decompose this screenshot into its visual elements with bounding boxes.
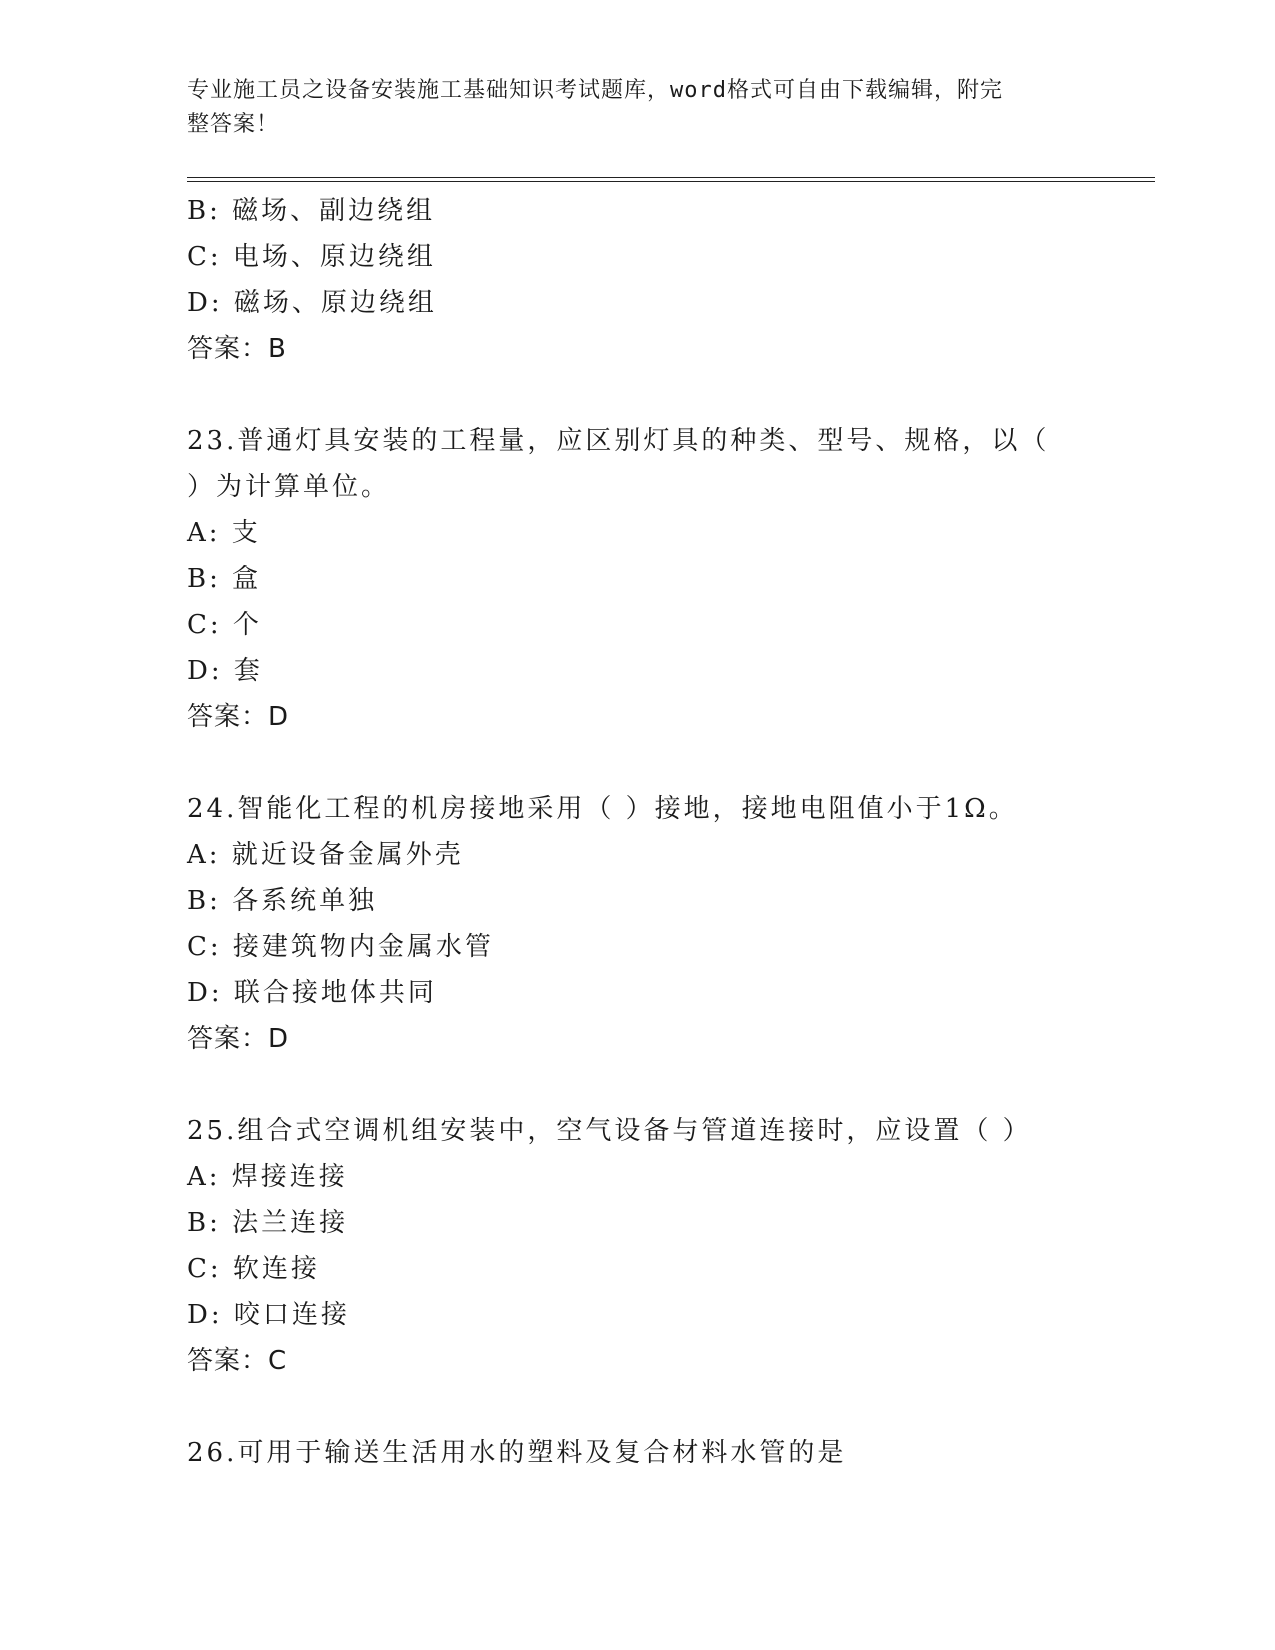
header-line-2: 整答案！ <box>187 112 280 137</box>
header-divider <box>187 177 1155 182</box>
header-line-1: 专业施工员之设备安装施工基础知识考试题库，word格式可自由下载编辑，附完 <box>187 78 1003 103</box>
option-c: C: 接建筑物内金属水管 <box>187 932 494 962</box>
question-22 <box>187 188 1147 372</box>
option-d: D: 套 <box>187 656 263 686</box>
option-b: B: 各系统单独 <box>187 886 378 916</box>
question-26 <box>187 1430 1147 1476</box>
question-text: 24.智能化工程的机房接地采用（ ）接地，接地电阻值小于1Ω。 <box>187 794 1018 824</box>
answer: 答案：B <box>187 334 287 364</box>
question-text: 23.普通灯具安装的工程量，应区别灯具的种类、型号、规格，以（ <box>187 426 1050 456</box>
spacer <box>187 1384 1147 1430</box>
question-24 <box>187 786 1147 1062</box>
document-header <box>187 74 1067 142</box>
answer: 答案：C <box>187 1346 288 1376</box>
option-b: B: 法兰连接 <box>187 1208 349 1238</box>
question-text: 25.组合式空调机组安装中，空气设备与管道连接时，应设置（ ） <box>187 1116 1032 1146</box>
question-text-continued: ）为计算单位。 <box>187 472 391 502</box>
option-b: B: 磁场、副边绕组 <box>187 196 436 226</box>
answer: 答案：D <box>187 702 290 732</box>
option-a: A: 就近设备金属外壳 <box>187 840 464 870</box>
option-c: C: 个 <box>187 610 262 640</box>
question-list <box>187 188 1147 1476</box>
option-a: A: 支 <box>187 518 261 548</box>
spacer <box>187 372 1147 418</box>
option-d: D: 磁场、原边绕组 <box>187 288 437 318</box>
answer: 答案：D <box>187 1024 290 1054</box>
option-a: A: 焊接连接 <box>187 1162 348 1192</box>
spacer <box>187 740 1147 786</box>
question-text: 26.可用于输送生活用水的塑料及复合材料水管的是 <box>187 1438 847 1468</box>
option-d: D: 咬口连接 <box>187 1300 350 1330</box>
question-23 <box>187 418 1147 740</box>
option-c: C: 电场、原边绕组 <box>187 242 436 272</box>
question-25 <box>187 1108 1147 1384</box>
option-d: D: 联合接地体共同 <box>187 978 437 1008</box>
option-b: B: 盒 <box>187 564 262 594</box>
spacer <box>187 1062 1147 1108</box>
option-c: C: 软连接 <box>187 1254 320 1284</box>
